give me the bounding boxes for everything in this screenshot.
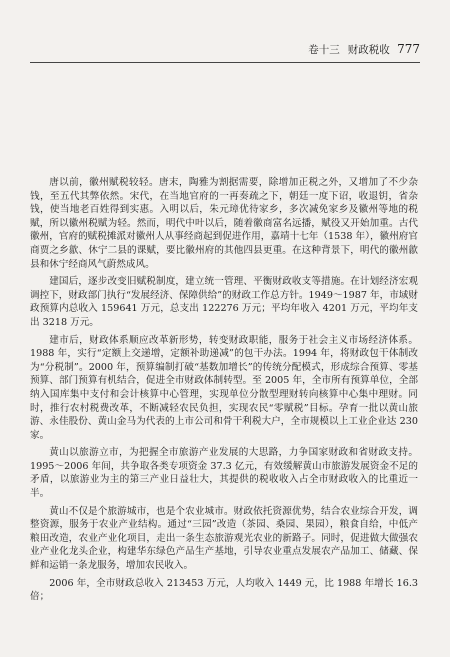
section-title: 财政税收	[347, 44, 390, 56]
paragraph: 建国后，逐步改变旧赋税制度，建立统一管理、平衡财政收支等措施。在计划经济宏观调控下，财政部门执行“发展经济、保障供给”的财政工作总方针。1949～1987 年，市域财政预算内总收入 159641 万元，总支出 122276 万元；平均年收入 4201 万元，平均年支出 3218 万元。	[30, 276, 418, 328]
running-header	[30, 40, 420, 63]
paragraph: 唐以前，徽州赋税较轻。唐末，陶雅为割据需要，除增加正税之外，又增加了不少杂钱，至五代其弊依然。宋代，在当地官府的一再奏疏之下，朝廷一度下诏，收退钥，省杂钱，使当地老百姓得到实惠。入明以后，朱元璋优待家乡，多次减免家乡及徽州等地的税赋，所以徽州税赋为轻。然而，明代中叶以后，随着徽商富名远播，赋役又开始加重。古代徽州，官府的赋税摊派对徽州人从事经商起到促进作用，嘉靖十七年（1538 年），徽州府官商贾之乡歙、休宁二县的课赋，要比徽州府的其他四县更重。在这种背景下，明代的徽州歙县和休宁经商风气蔚然成风。	[30, 177, 418, 270]
paragraph: 建市后，财政体系顺应改革新形势，转变财政职能，服务于社会主义市场经济体系。1988 年，实行“定额上交递增，定额补助递减”的包干办法。1994 年，将财政包干体制改为“分税制”。2000 年，预算编制打破“基数加增长”的传统分配模式，形成综合预算、零基预算、部门预算有机结合，促进全市财政体制转型。至 2005 年，全市所有预算单位，全部纳入国库集中支付和会计核算中心管理，实现单位分散型理财转向核算中心集中理财。同时，推行农村税费改革，不断减轻农民负担，实现农民“零赋税”目标。孕育一批以黄山旅游、永佳股份、黄山金马为代表的上市公司和骨干利税大户，全市规模以上工业企业达 230 家。	[30, 334, 418, 441]
body-text	[30, 176, 418, 608]
paragraph: 2006 年，全市财政总收入 213453 万元，人均收入 1449 元，比 1988 年增长 16.3 倍；	[30, 577, 418, 603]
chapter-label: 卷十三	[308, 44, 340, 56]
page-number: 777	[397, 42, 420, 56]
paragraph: 黄山以旅游立市，为把握全市旅游产业发展的大思路，力争国家财政和省财政支持。1995～2006 年间，共争取各类专项资金 37.3 亿元，有效缓解黄山市旅游发展资金不足的矛盾，以旅游业为主的第三产业日益壮大，其提供的税收收入占全市财政收入的比重近一半。	[30, 447, 418, 500]
paragraph: 黄山不仅是个旅游城市，也是个农业城市。财政依托资源优势，结合农业综合开发，调整资源，服务于农业产业结构。通过“三园”改造（茶园、桑园、果园），粮食自给，中低产粮田改造，农业产业化项目，走出一条生态旅游观光农业的新路子。同时，促进做大做强农业产业化龙头企业，构建华东绿色产品生产基地，引导农业重点发展农产品加工、储藏、保鲜和运销一条龙服务，增加农民收入。	[30, 505, 418, 572]
